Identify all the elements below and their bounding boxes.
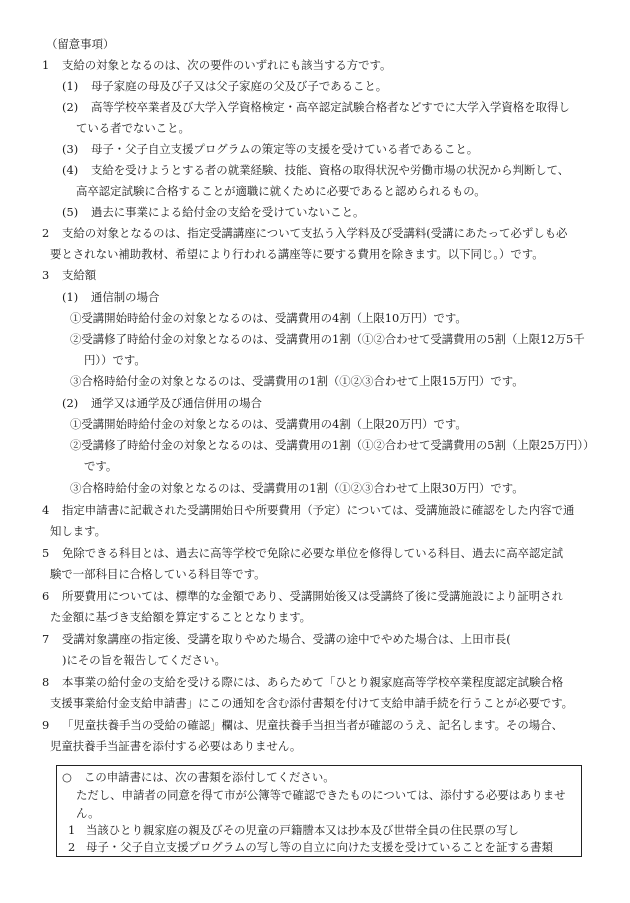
item-7-number: 7 xyxy=(42,632,50,646)
item-3-sub-1-point-b: ②受講修了時給付金の対象となるのは、受講費用の1割（①②合わせて受講費用の5割（上限12万5千 xyxy=(70,332,585,346)
item-2-text: 支給の対象となるのは、指定受講講座について支払う入学料及び受講料(受講にあたって必ずしも必 xyxy=(62,226,568,240)
item-5-number: 5 xyxy=(42,546,50,560)
item-1-sub-3-number: (3) xyxy=(62,142,79,156)
item-1-sub-1-text: 母子家庭の母及び子又は父子家庭の父及び子であること。 xyxy=(91,79,388,93)
item-3-text: 支給額 xyxy=(62,268,97,282)
item-4-text: 指定申請書に記載された受講開始日や所要費用（予定）については、受講施設に確認をした内容で通 xyxy=(62,503,575,517)
item-1-sub-3-text: 母子・父子自立支援プログラムの策定等の支援を受けている者であること。 xyxy=(91,142,479,156)
item-1-sub-4-continuation: 高卒認定試験に合格することが適職に就くために必要であると認められるもの。 xyxy=(76,184,486,198)
item-3-sub-1-point-a: ①受講開始時給付金の対象となるのは、受講費用の4割（上限10万円）です。 xyxy=(70,311,467,325)
item-3-sub-2-text: 通学又は通学及び通信併用の場合 xyxy=(91,396,262,410)
item-1-text: 支給の対象となるのは、次の要件のいずれにも該当する方です。 xyxy=(62,58,392,72)
item-3-sub-2-point-a: ①受講開始時給付金の対象となるのは、受講費用の4割（上限20万円）です。 xyxy=(70,417,467,431)
item-9-number: 9 xyxy=(42,718,50,732)
item-1-sub-1-number: (1) xyxy=(62,79,79,93)
item-1-sub-2-number: (2) xyxy=(62,100,79,114)
item-9-text: 「児童扶養手当の受給の確認」欄は、児童扶養手当担当者が確認のうえ、記名します。その場合、 xyxy=(62,718,563,732)
item-2-continuation: 要とされない補助教材、希望により行われる講座等に要する費用を除きます。以下同じ。）です。 xyxy=(50,247,544,261)
item-8-text: 本事業の給付金の支給を受ける際には、あらためて「ひとり親家庭高等学校卒業程度認定試験合格 xyxy=(62,675,564,689)
item-3-sub-1-text: 通信制の場合 xyxy=(91,290,160,304)
note-doc-1-number: 1 xyxy=(68,823,76,837)
item-1-sub-2-text: 高等学校卒業者及び大学入学資格検定・高卒認定試験合格者などすでに大学入学資格を取得し xyxy=(91,100,570,114)
item-1-number: 1 xyxy=(42,58,50,72)
item-1-sub-4-text: 支給を受けようとする者の就業経験、技能、資格の取得状況や労働市場の状況から判断して、 xyxy=(91,163,570,177)
notes-heading: （留意事項） xyxy=(46,37,115,51)
item-7-continuation: )にその旨を報告してください。 xyxy=(62,653,226,667)
item-9-continuation: 児童扶養手当証書を添付する必要はありません。 xyxy=(50,739,302,753)
item-6-continuation: た金額に基づき支給額を算定することとなります。 xyxy=(50,610,312,624)
item-4-number: 4 xyxy=(42,503,50,517)
item-1-sub-5-number: (5) xyxy=(62,205,79,219)
item-3-sub-2-point-b-continuation: です。 xyxy=(84,459,118,473)
note-line-2: ただし、申請者の同意を得て市が公簿等で確認できたものについては、添付する必要はありませ xyxy=(76,788,566,802)
item-6-number: 6 xyxy=(42,589,50,603)
item-3-sub-1-number: (1) xyxy=(62,290,79,304)
item-3-number: 3 xyxy=(42,268,50,282)
item-7-text: 受講対象講座の指定後、受講を取りやめた場合、受講の途中でやめた場合は、上田市長( xyxy=(62,632,511,646)
note-line-3: ん。 xyxy=(76,806,100,820)
item-8-continuation: 支援事業給付金支給申請書」にこの通知を含む添付書類を付けて支給申請手続を行うことが必要です。 xyxy=(50,696,574,710)
item-1-sub-5-text: 過去に事業による給付金の支給を受けていないこと。 xyxy=(91,205,365,219)
item-1-sub-4-number: (4) xyxy=(62,163,79,177)
item-6-text: 所要費用については、標準的な金額であり、受講開始後又は受講終了後に受講施設により証明され xyxy=(62,589,563,603)
item-5-continuation: 験で一部科目に合格している科目等です。 xyxy=(50,567,266,581)
note-bullet-icon: ○ xyxy=(62,770,72,784)
note-doc-2-number: 2 xyxy=(68,840,76,854)
note-doc-2-text: 母子・父子自立支援プログラムの写し等の自立に向けた支援を受けていることを証する書類 xyxy=(86,840,553,854)
note-line-1: この申請書には、次の書類を添付してください。 xyxy=(84,770,335,784)
item-1-sub-2-continuation: ている者でないこと。 xyxy=(76,121,190,135)
item-8-number: 8 xyxy=(42,675,50,689)
item-3-sub-1-point-b-continuation: 円））です。 xyxy=(84,353,146,367)
item-4-continuation: 知します。 xyxy=(50,524,107,538)
note-doc-1-text: 当該ひとり親家庭の親及びその児童の戸籍謄本又は抄本及び世帯全員の住民票の写し xyxy=(86,823,519,837)
item-3-sub-1-point-c: ③合格時給付金の対象となるのは、受講費用の1割（①②③合わせて上限15万円）です。 xyxy=(70,374,524,388)
item-2-number: 2 xyxy=(42,226,50,240)
item-5-text: 免除できる科目とは、過去に高等学校で免除に必要な単位を修得している科目、過去に高卒認定試 xyxy=(62,546,564,560)
item-3-sub-2-point-c: ③合格時給付金の対象となるのは、受講費用の1割（①②③合わせて上限30万円）です。 xyxy=(70,481,524,495)
item-3-sub-2-point-b: ②受講修了時給付金の対象となるのは、受講費用の1割（①②合わせて受講費用の5割（上限25万円）） xyxy=(70,438,595,452)
item-3-sub-2-number: (2) xyxy=(62,396,79,410)
